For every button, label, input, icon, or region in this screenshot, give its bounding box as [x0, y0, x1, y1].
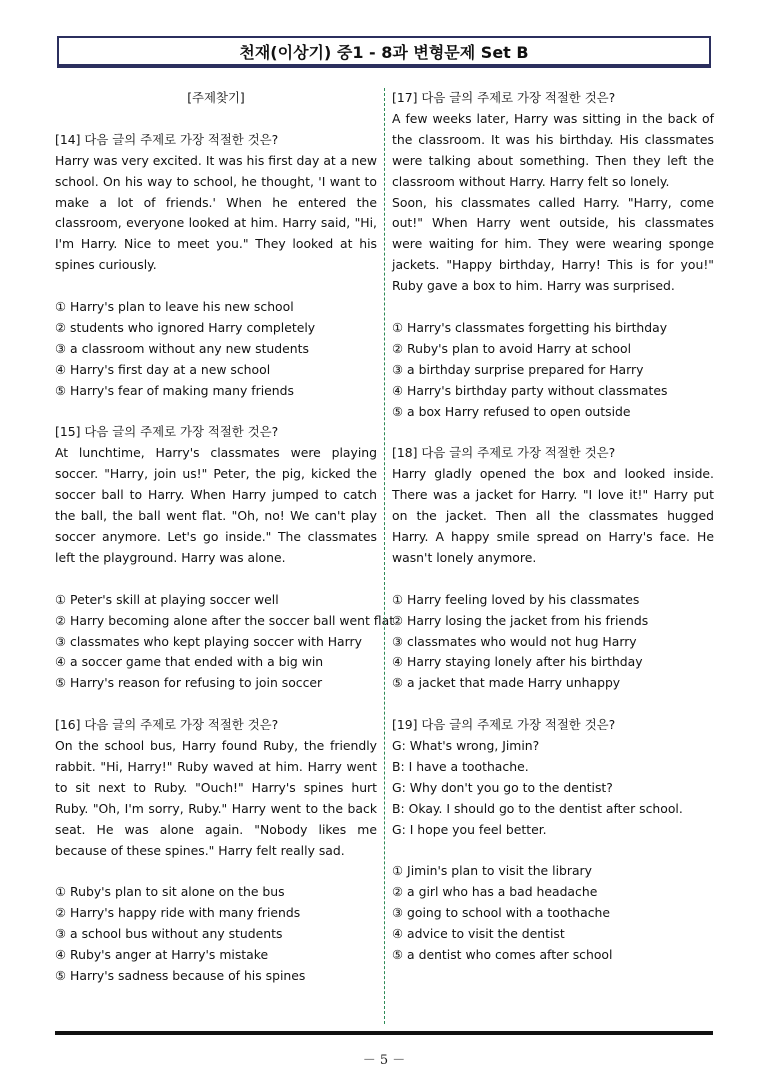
footer-rule — [55, 1031, 713, 1035]
option-1: ① Harry feeling loved by his classmates — [392, 591, 640, 607]
dialogue-line: G: I hope you feel better. — [392, 821, 547, 837]
page-number: － 5 － — [362, 1053, 406, 1068]
question-heading: [18] 다음 글의 주제로 가장 적절한 것은? — [392, 445, 616, 461]
option-1: ① Ruby's plan to sit alone on the bus — [55, 884, 285, 900]
dialogue-line: G: What's wrong, Jimin? — [392, 738, 540, 754]
dialogue-line: G: Why don't you go to the dentist? — [392, 779, 613, 795]
option-2: ② a girl who has a bad headache — [392, 884, 598, 900]
question-heading: [16] 다음 글의 주제로 가장 적절한 것은? — [55, 717, 279, 733]
option-3: ③ a school bus without any students — [55, 926, 283, 942]
option-4: ④ Harry staying lonely after his birthday — [392, 654, 643, 670]
question-passage: Soon, his classmates called Harry. "Harry, come out!" When Harry went outside, his classmates were waiting for him. They were wearing sponge jackets. "Happy birthday, Harry! This is for you!" Ruby gave a box to him. Harry was surprised. — [392, 194, 714, 294]
question-15 — [55, 422, 395, 694]
question-19 — [392, 715, 714, 966]
question-passage: Harry was very excited. It was his first day at a new school. On his way to school, he thought, 'I want to make a lot of friends.' When he entered the classroom, everyone looked at him. Harry said, "Hi, I'm Harry. Nice to meet you." They looked at his spines curiously. — [55, 152, 377, 273]
option-5: ⑤ a jacket that made Harry unhappy — [392, 675, 621, 691]
question-heading: [17] 다음 글의 주제로 가장 적절한 것은? — [392, 90, 616, 105]
question-passage: At lunchtime, Harry's classmates were playing soccer. "Harry, join us!" Peter, the pig, kicked the soccer ball to Harry. When Harry jumped to catch the ball, the ball went flat. "Oh, no! We can't play soccer anymore. Let's go inside." The classmates left the playground. Harry was alone. — [55, 445, 377, 565]
option-3: ③ going to school with a toothache — [392, 905, 611, 921]
option-4: ④ a soccer game that ended with a big win — [55, 654, 324, 670]
option-2: ② students who ignored Harry completely — [55, 319, 316, 335]
option-1: ① Jimin's plan to visit the library — [392, 863, 592, 879]
question-passage: Harry gladly opened the box and looked inside. There was a jacket for Harry. "I love it!" Harry put on the jacket. Then all the classmates hugged Harry. A happy smile spread on Harry's face. He wasn't lonely anymore. — [392, 466, 714, 565]
option-2: ② Harry becoming alone after the soccer ball went flat — [55, 612, 395, 628]
question-heading: [14] 다음 글의 주제로 가장 적절한 것은? — [55, 131, 279, 147]
right-column — [392, 88, 714, 966]
question-heading: [15] 다음 글의 주제로 가장 적절한 것은? — [55, 424, 279, 440]
option-4: ④ advice to visit the dentist — [392, 926, 565, 942]
option-2: ② Harry's happy ride with many friends — [55, 905, 301, 921]
option-1: ① Harry's plan to leave his new school — [55, 299, 294, 315]
question-16 — [55, 715, 377, 987]
left-column — [55, 88, 395, 987]
question-passage: A few weeks later, Harry was sitting in the back of the classroom. It was his birthday. His classmates were talking about something. Then they left the classroom without Harry. Harry felt so lonely. — [392, 110, 714, 189]
option-1: ① Peter's skill at playing soccer well — [55, 591, 279, 607]
option-3: ③ a classroom without any new students — [55, 340, 309, 356]
dialogue-line: B: Okay. I should go to the dentist after school. — [392, 800, 683, 816]
option-5: ⑤ Harry's reason for refusing to join soccer — [55, 675, 323, 691]
option-4: ④ Harry's first day at a new school — [55, 361, 271, 377]
question-17 — [392, 88, 714, 422]
question-heading: [19] 다음 글의 주제로 가장 적절한 것은? — [392, 717, 616, 733]
section-label: [주제찾기] — [187, 90, 245, 105]
option-2: ② Harry losing the jacket from his friends — [392, 612, 649, 628]
option-5: ⑤ a box Harry refused to open outside — [392, 403, 631, 419]
page-title: 천재(이상기) 중1 - 8과 변형문제 Set B — [57, 36, 711, 66]
option-3: ③ a birthday surprise prepared for Harry — [392, 361, 644, 377]
option-5: ⑤ Harry's sadness because of his spines — [55, 967, 306, 983]
option-5: ⑤ a dentist who comes after school — [392, 947, 613, 963]
option-3: ③ classmates who kept playing soccer with Harry — [55, 633, 362, 649]
option-5: ⑤ Harry's fear of making many friends — [55, 382, 294, 398]
dialogue-line: B: I have a toothache. — [392, 758, 529, 774]
question-18 — [392, 443, 714, 694]
column-divider — [384, 88, 385, 1024]
question-passage: On the school bus, Harry found Ruby, the friendly rabbit. "Hi, Harry!" Ruby waved at him. Harry went to sit next to Ruby. "Ouch!" Harry's spines hurt Ruby. "Oh, I'm sorry, Ruby." Harry went to the back seat. He was alone again. "Nobody likes me because of these spines." Harry felt really sad. — [55, 738, 377, 858]
option-2: ② Ruby's plan to avoid Harry at school — [392, 340, 632, 356]
option-4: ④ Harry's birthday party without classmates — [392, 382, 668, 398]
option-4: ④ Ruby's anger at Harry's mistake — [55, 947, 269, 963]
option-1: ① Harry's classmates forgetting his birthday — [392, 319, 668, 335]
option-3: ③ classmates who would not hug Harry — [392, 633, 637, 649]
question-14 — [55, 130, 377, 402]
